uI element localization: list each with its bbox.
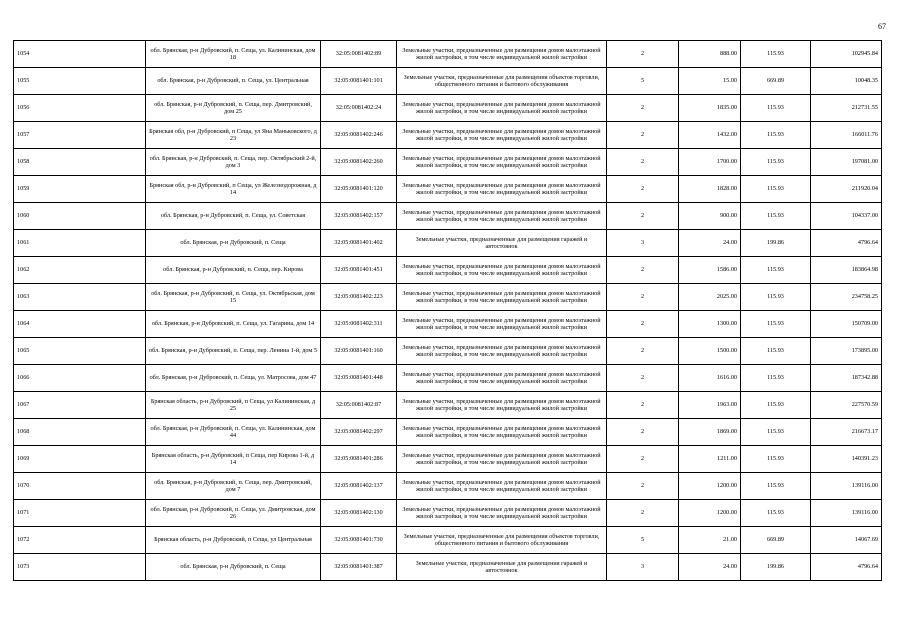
- row-area: 1200.00: [679, 473, 741, 500]
- row-cadastral-number: 32:05:0081402:260: [321, 149, 397, 176]
- row-group: 2: [607, 365, 679, 392]
- row-group: 2: [607, 257, 679, 284]
- row-land-use: Земельные участки, предназначенные для размещения домов малоэтажной жилой застройки, в том числе индивидуальной жилой застройки: [397, 473, 607, 500]
- page-number: 67: [878, 22, 886, 31]
- table-row: [14, 473, 882, 500]
- row-area: 1211.00: [679, 446, 741, 473]
- row-cadastral-number: 32:05:0081401:451: [321, 257, 397, 284]
- row-area: 1828.00: [679, 176, 741, 203]
- row-specific-value: 115.93: [741, 392, 811, 419]
- row-number: 1057: [14, 122, 146, 149]
- row-address: обл. Брянская, р-н Дубровский, п. Сеща, ул. Октябрьская, дом 15: [146, 284, 321, 311]
- row-specific-value: 115.93: [741, 446, 811, 473]
- row-cadastral-value: 4796.64: [811, 230, 882, 257]
- row-number: 1066: [14, 365, 146, 392]
- row-area: 1200.00: [679, 500, 741, 527]
- row-group: 2: [607, 338, 679, 365]
- row-cadastral-number: 32:05:0081402:24: [321, 95, 397, 122]
- row-number: 1059: [14, 176, 146, 203]
- row-group: 2: [607, 176, 679, 203]
- row-specific-value: 115.93: [741, 311, 811, 338]
- row-land-use: Земельные участки, предназначенные для размещения домов малоэтажной жилой застройки, в том числе индивидуальной жилой застройки: [397, 446, 607, 473]
- row-specific-value: 199.86: [741, 554, 811, 581]
- row-cadastral-value: 173895.00: [811, 338, 882, 365]
- row-number: 1071: [14, 500, 146, 527]
- table-row: [14, 68, 882, 95]
- row-cadastral-value: 4796.64: [811, 554, 882, 581]
- row-area: 1700.00: [679, 149, 741, 176]
- row-land-use: Земельные участки, предназначенные для размещения домов малоэтажной жилой застройки, в том числе индивидуальной жилой застройки: [397, 95, 607, 122]
- row-specific-value: 115.93: [741, 257, 811, 284]
- row-group: 2: [607, 284, 679, 311]
- row-address: обл. Брянская, р-н Дубровский, п. Сеща, ул. Гагарина, дом 14: [146, 311, 321, 338]
- row-land-use: Земельные участки, предназначенные для размещения домов малоэтажной жилой застройки, в том числе индивидуальной жилой застройки: [397, 257, 607, 284]
- row-group: 2: [607, 446, 679, 473]
- row-number: 1054: [14, 41, 146, 68]
- row-cadastral-number: 32:05:0081401:286: [321, 446, 397, 473]
- row-land-use: Земельные участки, предназначенные для размещения домов малоэтажной жилой застройки, в том числе индивидуальной жилой застройки: [397, 284, 607, 311]
- row-group: 5: [607, 527, 679, 554]
- row-cadastral-number: 32:05:0081402:89: [321, 41, 397, 68]
- row-cadastral-number: 32:05:0081401:387: [321, 554, 397, 581]
- row-specific-value: 115.93: [741, 203, 811, 230]
- row-cadastral-number: 32:05:0081402:246: [321, 122, 397, 149]
- row-cadastral-value: 139116.00: [811, 473, 882, 500]
- table-row: [14, 446, 882, 473]
- row-group: 2: [607, 392, 679, 419]
- table-row: [14, 338, 882, 365]
- row-cadastral-number: 32:05:0081401:101: [321, 68, 397, 95]
- row-land-use: Земельные участки, предназначенные для размещения домов малоэтажной жилой застройки, в том числе индивидуальной жилой застройки: [397, 500, 607, 527]
- row-cadastral-value: 187342.88: [811, 365, 882, 392]
- row-number: 1058: [14, 149, 146, 176]
- row-cadastral-number: 32:05:0081401:402: [321, 230, 397, 257]
- row-address: обл. Брянская, р-н Дубровский, п. Сеща, ул. Калининская, дом 44: [146, 419, 321, 446]
- row-land-use: Земельные участки, предназначенные для размещения домов малоэтажной жилой застройки, в том числе индивидуальной жилой застройки: [397, 419, 607, 446]
- row-area: 888.00: [679, 41, 741, 68]
- row-specific-value: 669.89: [741, 68, 811, 95]
- row-cadastral-value: 104337.00: [811, 203, 882, 230]
- row-cadastral-value: 140391.23: [811, 446, 882, 473]
- table-row: [14, 392, 882, 419]
- row-area: 900.00: [679, 203, 741, 230]
- row-address: Брянская обл, р-н Дубровский, п Сеща, ул Яна Маньковского, д 23: [146, 122, 321, 149]
- row-specific-value: 115.93: [741, 500, 811, 527]
- row-cadastral-number: 32:05:0081402:297: [321, 419, 397, 446]
- row-cadastral-value: 150709.00: [811, 311, 882, 338]
- row-address: обл. Брянская, р-н Дубровский, п. Сеща, пер. Дмитровский, дом 7: [146, 473, 321, 500]
- table-row: [14, 419, 882, 446]
- row-cadastral-value: 183864.98: [811, 257, 882, 284]
- table-row: [14, 311, 882, 338]
- row-number: 1062: [14, 257, 146, 284]
- row-specific-value: 115.93: [741, 473, 811, 500]
- row-land-use: Земельные участки, предназначенные для размещения гаражей и автостоянок: [397, 230, 607, 257]
- row-cadastral-number: 32:05:0081402:223: [321, 284, 397, 311]
- table-row: [14, 500, 882, 527]
- row-address: обл. Брянская, р-н Дубровский, п. Сеща, ул. Советская: [146, 203, 321, 230]
- row-cadastral-number: 32:05:0081401:120: [321, 176, 397, 203]
- row-land-use: Земельные участки, предназначенные для размещения объектов торговли, общественного питания и бытового обслуживания: [397, 527, 607, 554]
- row-number: 1064: [14, 311, 146, 338]
- row-area: 1835.00: [679, 95, 741, 122]
- row-area: 1869.00: [679, 419, 741, 446]
- row-area: 1300.00: [679, 311, 741, 338]
- row-group: 2: [607, 473, 679, 500]
- row-cadastral-number: 32:05:0081401:448: [321, 365, 397, 392]
- table-row: [14, 122, 882, 149]
- row-area: 24.00: [679, 554, 741, 581]
- row-number: 1073: [14, 554, 146, 581]
- row-land-use: Земельные участки, предназначенные для размещения домов малоэтажной жилой застройки, в том числе индивидуальной жилой застройки: [397, 122, 607, 149]
- row-area: 1963.00: [679, 392, 741, 419]
- row-cadastral-value: 14067.69: [811, 527, 882, 554]
- table-row: [14, 41, 882, 68]
- row-area: 1432.00: [679, 122, 741, 149]
- table-row: [14, 203, 882, 230]
- row-number: 1070: [14, 473, 146, 500]
- row-number: 1060: [14, 203, 146, 230]
- row-address: обл. Брянская, р-н Дубровский, п. Сеща, ул. Матросова, дом 47: [146, 365, 321, 392]
- row-address: обл. Брянская, р-н Дубровский, п. Сеща, пер. Кирова: [146, 257, 321, 284]
- row-number: 1061: [14, 230, 146, 257]
- row-address: Брянская область, р-н Дубровский, п Сеща, ул Центральная: [146, 527, 321, 554]
- row-address: обл. Брянская, р-н Дубровский, п. Сеща, ул. Калининская, дом 18: [146, 41, 321, 68]
- row-number: 1072: [14, 527, 146, 554]
- row-address: обл. Брянская, р-н Дубровский, п. Сеща, ул. Дмитровская, дом 26: [146, 500, 321, 527]
- row-specific-value: 115.93: [741, 419, 811, 446]
- row-specific-value: 115.93: [741, 41, 811, 68]
- row-area: 24.00: [679, 230, 741, 257]
- row-cadastral-number: 32:05:0081402:130: [321, 500, 397, 527]
- row-group: 2: [607, 500, 679, 527]
- row-cadastral-number: 32:05:0081402:87: [321, 392, 397, 419]
- row-group: 3: [607, 554, 679, 581]
- row-cadastral-value: 211920.04: [811, 176, 882, 203]
- row-address: Брянская область, р-н Дубровский, п Сеща, ул Калининская, д 25: [146, 392, 321, 419]
- table-row: [14, 365, 882, 392]
- row-cadastral-value: 10048.35: [811, 68, 882, 95]
- row-group: 2: [607, 311, 679, 338]
- table-row: [14, 284, 882, 311]
- row-land-use: Земельные участки, предназначенные для размещения домов малоэтажной жилой застройки, в том числе индивидуальной жилой застройки: [397, 176, 607, 203]
- row-cadastral-number: 32:05:0081402:137: [321, 473, 397, 500]
- row-specific-value: 199.86: [741, 230, 811, 257]
- table-row: [14, 95, 882, 122]
- row-cadastral-value: 234758.25: [811, 284, 882, 311]
- row-specific-value: 115.93: [741, 95, 811, 122]
- row-area: 2025.00: [679, 284, 741, 311]
- row-group: 2: [607, 203, 679, 230]
- table-row: [14, 527, 882, 554]
- row-address: обл. Брянская, р-н Дубровский, п. Сеща, пер. Октябрьский 2-й, дом 3: [146, 149, 321, 176]
- row-specific-value: 115.93: [741, 338, 811, 365]
- row-cadastral-value: 139116.00: [811, 500, 882, 527]
- table-body: [14, 41, 882, 581]
- row-area: 21.00: [679, 527, 741, 554]
- row-specific-value: 669.89: [741, 527, 811, 554]
- row-group: 2: [607, 149, 679, 176]
- row-address: Брянская область, р-н Дубровский, п Сеща, пер Кирова 1-й, д 14: [146, 446, 321, 473]
- row-cadastral-value: 197081.00: [811, 149, 882, 176]
- table-row: [14, 257, 882, 284]
- row-group: 2: [607, 419, 679, 446]
- row-number: 1056: [14, 95, 146, 122]
- row-group: 2: [607, 122, 679, 149]
- row-cadastral-value: 227570.59: [811, 392, 882, 419]
- row-address: обл. Брянская, р-н Дубровский, п. Сеща: [146, 554, 321, 581]
- row-land-use: Земельные участки, предназначенные для размещения домов малоэтажной жилой застройки, в том числе индивидуальной жилой застройки: [397, 338, 607, 365]
- row-number: 1067: [14, 392, 146, 419]
- row-number: 1063: [14, 284, 146, 311]
- row-specific-value: 115.93: [741, 176, 811, 203]
- row-cadastral-value: 216673.17: [811, 419, 882, 446]
- row-group: 2: [607, 95, 679, 122]
- row-cadastral-value: 102945.84: [811, 41, 882, 68]
- row-specific-value: 115.93: [741, 365, 811, 392]
- row-group: 2: [607, 41, 679, 68]
- row-number: 1065: [14, 338, 146, 365]
- table-row: [14, 554, 882, 581]
- row-land-use: Земельные участки, предназначенные для размещения гаражей и автостоянок: [397, 554, 607, 581]
- row-cadastral-value: 212731.55: [811, 95, 882, 122]
- row-area: 1500.00: [679, 338, 741, 365]
- row-group: 5: [607, 68, 679, 95]
- row-address: Брянская обл, р-н Дубровский, п Сеща, ул Железнодорожная, д 14: [146, 176, 321, 203]
- row-land-use: Земельные участки, предназначенные для размещения домов малоэтажной жилой застройки, в том числе индивидуальной жилой застройки: [397, 365, 607, 392]
- row-cadastral-value: 166011.76: [811, 122, 882, 149]
- row-area: 15.00: [679, 68, 741, 95]
- row-number: 1069: [14, 446, 146, 473]
- row-specific-value: 115.93: [741, 122, 811, 149]
- row-land-use: Земельные участки, предназначенные для размещения объектов торговли, общественного питания и бытового обслуживания: [397, 68, 607, 95]
- row-group: 3: [607, 230, 679, 257]
- row-address: обл. Брянская, р-н Дубровский, п. Сеща, пер. Дмитровский, дом 25: [146, 95, 321, 122]
- table-row: [14, 176, 882, 203]
- table-row: [14, 230, 882, 257]
- row-number: 1068: [14, 419, 146, 446]
- row-cadastral-number: 32:05:0081401:730: [321, 527, 397, 554]
- table-row: [14, 149, 882, 176]
- row-cadastral-number: 32:05:0081401:160: [321, 338, 397, 365]
- row-land-use: Земельные участки, предназначенные для размещения домов малоэтажной жилой застройки, в том числе индивидуальной жилой застройки: [397, 311, 607, 338]
- row-area: 1616.00: [679, 365, 741, 392]
- row-address: обл. Брянская, р-н Дубровский, п. Сеща, ул. Центральная: [146, 68, 321, 95]
- row-address: обл. Брянская, р-н Дубровский, п. Сеща, пер. Ленина 1-й, дом 5: [146, 338, 321, 365]
- row-land-use: Земельные участки, предназначенные для размещения домов малоэтажной жилой застройки, в том числе индивидуальной жилой застройки: [397, 392, 607, 419]
- row-land-use: Земельные участки, предназначенные для размещения домов малоэтажной жилой застройки, в том числе индивидуальной жилой застройки: [397, 41, 607, 68]
- row-specific-value: 115.93: [741, 284, 811, 311]
- row-land-use: Земельные участки, предназначенные для размещения домов малоэтажной жилой застройки, в том числе индивидуальной жилой застройки: [397, 149, 607, 176]
- row-area: 1586.00: [679, 257, 741, 284]
- row-address: обл. Брянская, р-н Дубровский, п. Сеща: [146, 230, 321, 257]
- row-cadastral-number: 32:05:0081402:311: [321, 311, 397, 338]
- row-land-use: Земельные участки, предназначенные для размещения домов малоэтажной жилой застройки, в том числе индивидуальной жилой застройки: [397, 203, 607, 230]
- row-cadastral-number: 32:05:0081402:157: [321, 203, 397, 230]
- cadastral-value-table: [13, 40, 882, 581]
- row-specific-value: 115.93: [741, 149, 811, 176]
- row-number: 1055: [14, 68, 146, 95]
